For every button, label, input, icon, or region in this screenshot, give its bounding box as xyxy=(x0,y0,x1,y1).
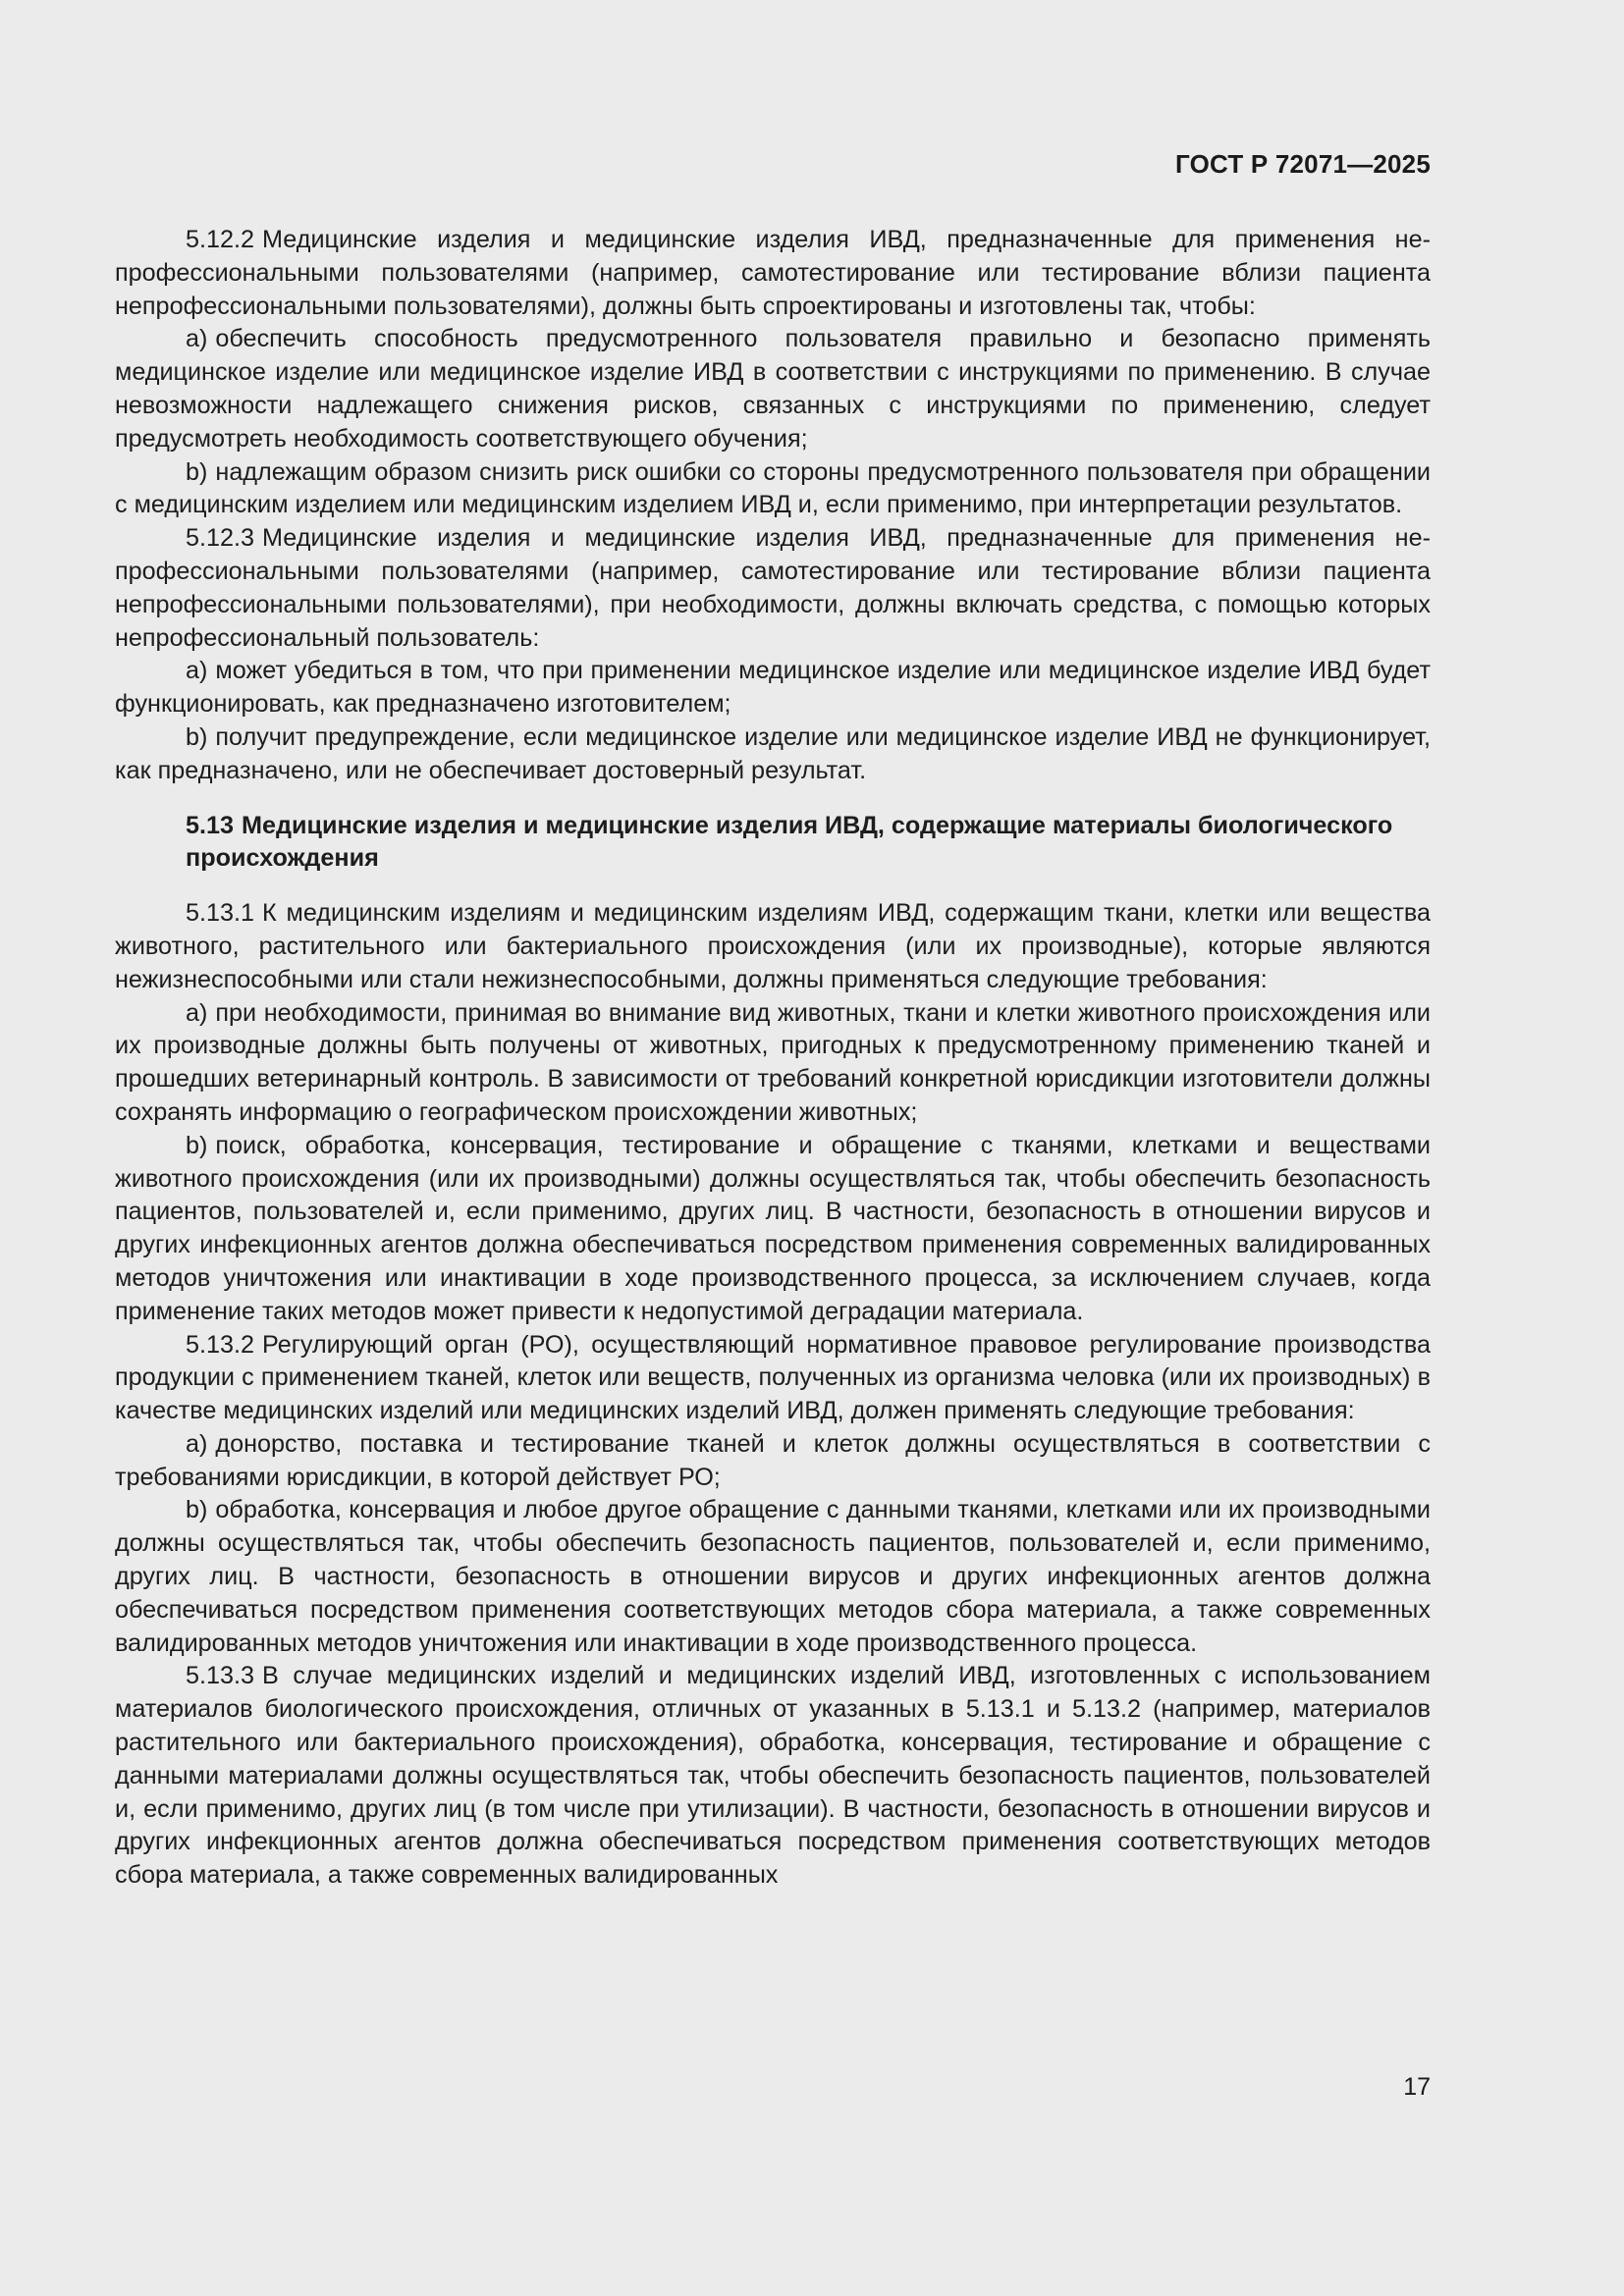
paragraph-number: a) xyxy=(186,1429,208,1458)
paragraph-number: a) xyxy=(186,998,208,1027)
paragraph-text: донорство, поставка и тестирование тканей и клеток должны осуществляться в соответствии с требованиями юрисдикции, в которой действует РО; xyxy=(115,1429,1431,1491)
page-number: 17 xyxy=(1403,2073,1431,2101)
paragraph-text: Регулирующий орган (РО), осуществляющий нормативное правовое регулирование производства продукции с применением тканей, клеток или веществ, полученных из организма человка (или их производных) в качестве медицинских изделий или медицинских изделий ИВД, должен применять следующие требования: xyxy=(115,1330,1431,1425)
paragraph-number: b) xyxy=(186,457,208,486)
paragraph xyxy=(115,721,1431,788)
paragraph-text: при необходимости, принимая во внимание вид животных, ткани и клетки животного происхождения или их производные должны быть получены от животных, пригодных к предусмотренному применению тканей и прошедших ветеринарный контроль. В зависимости от требований конкретной юрисдикции изготовители должны сохранять информацию о географическом происхождении животных; xyxy=(115,998,1431,1126)
paragraph xyxy=(115,224,1431,323)
paragraph-text: надлежащим образом снизить риск ошибки со стороны предусмотренного пользователя при обращении с медицинским изделием или медицинским изделием ИВД и, если применимо, при интерпретации результатов. xyxy=(115,457,1431,519)
section-heading xyxy=(186,810,1431,877)
paragraph-number: b) xyxy=(186,1131,208,1159)
paragraph-number: a) xyxy=(186,657,208,685)
paragraph-number: 5.13.3 xyxy=(186,1662,255,1690)
section-number: 5.13 xyxy=(186,811,235,839)
paragraph-text: может убедиться в том, что при применении медицинское изделие или медицинское изделие ИВД будет функционировать, как предназначено изготовителем; xyxy=(115,657,1431,719)
paragraph-text: В случае медицинских изделий и медицинских изделий ИВД, изготовленных с использованием материалов биологического происхождения, отличных от указанных в 5.13.1 и 5.13.2 (например, материалов растительного или бактериального происхождения), обработка, консервация, тестирование и обращение с данными материалами должны осуществляться так, чтобы обеспечить безопасность пациентов, пользователей и, если применимо, других лиц (в том числе при утилизации). В частности, безопасность в отношении вирусов и других инфекционных агентов должна обеспечиваться посредством применения соответствующих методов сбора материала, а также современных валидированных xyxy=(115,1662,1431,1890)
paragraphs-top xyxy=(115,224,1431,788)
paragraph xyxy=(115,655,1431,721)
paragraph xyxy=(115,1428,1431,1495)
paragraph-text: обеспечить способность предусмотренного пользователя правильно и безопасно применять медицинское изделие или медицинское изделие ИВД в соответствии с инструкциями по применению. В случае невозможности надлежащего снижения рисков, связанных с инструкциями по применению, следует предусмотреть необходимость соответствующего обучения; xyxy=(115,325,1431,453)
paragraph xyxy=(115,522,1431,655)
document-body xyxy=(115,224,1431,1893)
paragraph xyxy=(115,1130,1431,1329)
paragraph-number: 5.13.1 xyxy=(186,899,255,928)
paragraph-text: Медицинские изделия и медицинские изделия ИВД, предназначенные для применения непрофессиональными пользователями (например, самотестирование или тестирование вблизи пациента непрофессиональными пользователями), при необходимости, должны включать средства, с помощью которых непрофессиональный пользователь: xyxy=(115,524,1431,652)
paragraph-text: поиск, обработка, консервация, тестирование и обращение с тканями, клетками и веществами животного происхождения (или их производными) должны осуществляться так, чтобы обеспечить безопасность пациентов, пользователей и, если применимо, других лиц. В частности, безопасность в отношении вирусов и других инфекционных агентов должна обеспечиваться посредством применения современных валидированных методов уничтожения или инактивации в ходе производственного процесса, за исключением случаев, когда применение таких методов может привести к недопустимой деградации материала. xyxy=(115,1131,1431,1325)
paragraph-number: 5.12.2 xyxy=(186,226,255,253)
paragraph xyxy=(115,1660,1431,1893)
document-code-header: ГОСТ Р 72071—2025 xyxy=(1175,149,1431,179)
paragraph xyxy=(115,1494,1431,1660)
section-title: Медицинские изделия и медицинские изделия ИВД, содержащие материалы биологического происхождения xyxy=(186,811,1393,873)
paragraph-text: обработка, консервация и любое другое обращение с данными тканями, клетками или их производными должны осуществляться так, чтобы обеспечить безопасность пациентов, пользователей и, если применимо, других лиц. В частности, безопасность в отношении вирусов и других инфекционных агентов должна обеспечиваться посредством применения соответствующих методов сбора материала, а также современных валидированных методов уничтожения или инактивации в ходе производственного процесса. xyxy=(115,1496,1431,1657)
paragraphs-bottom xyxy=(115,897,1431,1893)
paragraph-text: К медицинским изделиям и медицинским изделиям ИВД, содержащим ткани, клетки или вещества животного, растительного или бактериального происхождения (или их производные), которые являются нежизнеспособными или стали нежизнеспособными, должны применяться следующие требования: xyxy=(115,899,1431,993)
paragraph xyxy=(115,997,1431,1130)
paragraph-number: 5.12.3 xyxy=(186,524,255,553)
paragraph xyxy=(115,456,1431,523)
paragraph-text: получит предупреждение, если медицинское изделие или медицинское изделие ИВД не функционирует, как предназначено, или не обеспечивает достоверный результат. xyxy=(115,722,1431,784)
paragraph-number: b) xyxy=(186,722,208,751)
paragraph xyxy=(115,323,1431,455)
paragraph-number: a) xyxy=(186,325,208,353)
paragraph-number: b) xyxy=(186,1496,208,1524)
paragraph xyxy=(115,897,1431,996)
paragraph-text: Медицинские изделия и медицинские изделия ИВД, предназначенные для применения непрофессиональными пользователями (например, самотестирование или тестирование вблизи пациента непрофессиональными пользователями), должны быть спроектированы и изготовлены так, чтобы: xyxy=(115,226,1431,320)
paragraph-number: 5.13.2 xyxy=(186,1330,255,1359)
paragraph xyxy=(115,1329,1431,1428)
